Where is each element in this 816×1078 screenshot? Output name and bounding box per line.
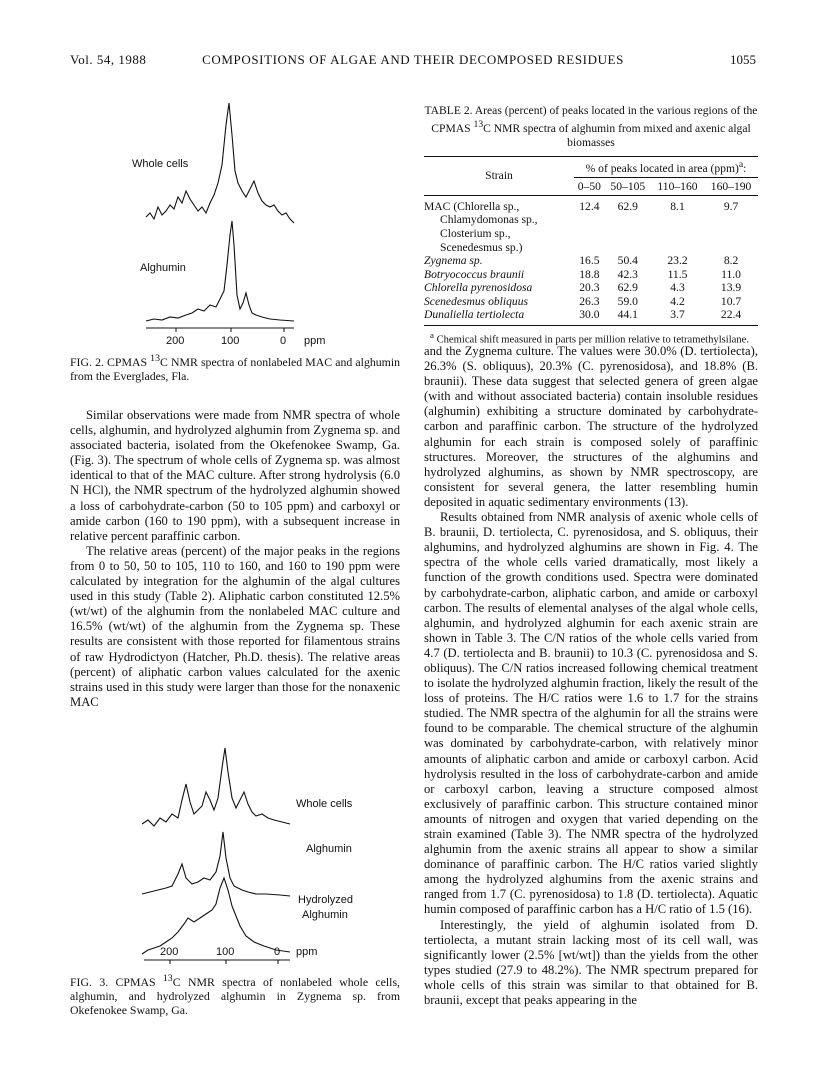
table-2-grid [424, 156, 758, 326]
left-para-1: Similar observations were made from NMR spectra of whole cells, alghumin, and hydrolyzed alghumin from Zygnema sp. and associated bacteria, isolated from the Okefenokee Swamp, Ga. (Fig. 3). The spectrum of whole cells of Zygnema sp. was almost identical to that of the MAC culture. After strong hydrolysis (6.0 N HCl), the NMR spectrum of the hydrolyzed alghumin showed a loss of carbohydrate-carbon (50 to 105 ppm) and carboxyl or amide carbon (160 to 190 ppm), with a subsequent increase in relative percent paraffinic carbon. [70, 408, 400, 543]
table-header-col-2: 50–105 [610, 179, 646, 193]
running-title: COMPOSITIONS OF ALGAE AND THEIR DECOMPOSED RESIDUES [202, 52, 624, 67]
table-header-col-4: 160–190 [710, 179, 752, 193]
fig3-label-hydrolyzed-alghumin: Alghumin [302, 909, 348, 921]
figure-2 [70, 95, 400, 347]
fig3-tick-100: 100 [216, 946, 235, 958]
running-header [70, 52, 756, 72]
table-row: Chlorella pyrenosidosa 20.3 62.9 4.3 13.9 [424, 281, 742, 295]
fig3-whole-cells-trace [142, 748, 290, 826]
fig3-tick-200: 200 [160, 946, 179, 958]
table-2 [424, 104, 758, 346]
table-2-footnote: $^a$ Chemical shift measured in parts per million relative to tetramethylsilane. [430, 330, 749, 346]
fig2-label-alghumin: Alghumin [140, 262, 186, 274]
left-column [70, 408, 400, 710]
fig3-spectra [70, 740, 400, 970]
fig3-caption: FIG. 3. CPMAS $^{13}$C NMR spectra of nonlabeled whole cells, alghumin, and hydrolyzed alghumin in Zygnema sp. from Okefenokee Swamp, Ga. [70, 973, 401, 1018]
volume-label: Vol. 54, 1988 [70, 52, 147, 67]
fig2-label-whole-cells: Whole cells [132, 158, 189, 170]
fig2-tick-0: 0 [280, 335, 287, 347]
fig2-unit: ppm [304, 335, 326, 347]
left-para-2: The relative areas (percent) of the major peaks in the regions from 0 to 50, 50 to 105, 110 to 160, and 160 to 190 ppm were calculated by integration for the alghumin of the algal cultures used in this study (Table 2). Aliphatic carbon constituted 12.5% (wt/wt) of the alghumin from the nonlabeled MAC culture and 16.5% (wt/wt) of the alghumin from the Zygnema sp. These results are consistent with those reported for filamentous strains of raw Hydrodictyon (Hatcher, Ph.D. thesis). The relative areas (percent) of aliphatic carbon values calculated for the axenic strains used in this study were larger than those for the nonaxenic MAC [70, 543, 400, 709]
table-header-group: % of peaks located in area (ppm)$^a$: [574, 156, 758, 177]
fig2-spectra [70, 95, 400, 347]
right-column [424, 344, 758, 1008]
fig3-tick-0: 0 [274, 946, 281, 958]
table-row: Scenedesmus obliquus 26.3 59.0 4.2 10.7 [424, 294, 742, 308]
table-row: Botryococcus braunii 18.8 42.3 11.5 11.0 [424, 267, 741, 281]
table-row: Zygnema sp. 16.5 50.4 23.2 8.2 [424, 254, 739, 268]
page-number: 1055 [730, 52, 756, 67]
fig3-label-alghumin: Alghumin [306, 843, 352, 855]
table-header-col-3: 110–160 [657, 179, 698, 193]
right-para-2: Results obtained from NMR analysis of axenic whole cells of B. braunii, D. tertiolecta, C. pyrenosidosa, and S. obliquus, their alghumins, and hydrolyzed alghumins are shown in Fig. 4. The spectra of the whole cells varied dramatically, most likely a function of the growth conditions used. Spectra were dominated by carbohydrate-carbon, aliphatic carbon, and amide or carboxyl carbon. The results of elemental analyses of the algal whole cells, alghumin, and hydrolyzed alghumin for each axenic strain are shown in Table 3. The C/N ratios of the whole cells varied from 4.7 (D. tertiolecta and B. braunii) to 10.3 (C. pyrenosidosa and S. obliquus). The C/N ratios increased following chemical treatment to isolate the hydrolyzed alghumin fraction, likely the result of the loss of proteins. The H/C ratios were 1.6 to 1.7 for the strains studied. The NMR spectra of the alghumin for all the strains were found to be comparable. The chemical structure of the alghumin was dominated by carbohydrate-carbon, with relatively minor amounts of aliphatic carbon and amide or carboxyl carbon. Acid hydrolysis resulted in the loss of carbohydrate-carbon and amide or carboxyl carbon, leaving a structure composed almost exclusively of paraffinic carbon. This structure contained minor amounts of nitrogen and oxygen that varied depending on the strain examined (Table 3). The NMR spectra of the hydrolyzed alghumin from the axenic strains all appear to show a similar dominance of paraffinic carbon. The H/C ratios varied slightly among the hydrolyzed alghumins from the axenic strains and ranged from 1.7 (C. pyrenosidosa) to 1.8 (D. tertiolecta). Aquatic humin composed of paraffinic carbon has a H/C ratio of 1.5 (16). [424, 510, 758, 917]
fig3-label-whole-cells: Whole cells [296, 798, 353, 810]
fig3-unit: ppm [296, 946, 318, 958]
figure-3 [70, 740, 400, 970]
fig3-label-hydrolyzed: Hydrolyzed [298, 894, 354, 906]
fig2-caption: FIG. 2. CPMAS $^{13}$C NMR spectra of nonlabeled MAC and alghumin from the Everglades, Fla. [70, 353, 400, 384]
right-para-3: Interestingly, the yield of alghumin isolated from D. tertiolecta, a mutant strain lacking most of its cell wall, was significantly lower (2.5% [wt/wt]) than the yields from the other types studied (27.9 to 48.2%). The NMR spectrum prepared for whole cells of this strain was similar to that obtained for B. braunii, except that peaks appearing in the [424, 917, 758, 1008]
table-header-col-1: 0–50 [577, 179, 601, 193]
table-row: MAC (Chlorella sp., Chlamydomonas sp., Closterium sp., Scenedesmus sp.) 12.4 62.9 8.1 9.7 [424, 199, 739, 254]
fig2-tick-100: 100 [221, 335, 240, 347]
fig3-hydrolyzed-trace [142, 878, 290, 954]
fig2-tick-200: 200 [166, 335, 185, 347]
table-header-strain: Strain [485, 169, 513, 183]
fig3-alghumin-trace [142, 832, 290, 896]
table-2-title: TABLE 2. Areas (percent) of peaks located in the various regions of the CPMAS $^{13}$C NMR spectra of alghumin from mixed and axenic algal biomasses [424, 104, 758, 149]
right-para-1: and the Zygnema culture. The values were 30.0% (D. tertiolecta), 26.3% (S. obliquus), 20.3% (C. pyrenosidosa), and 18.8% (B. braunii). These data suggest that selected genera of green algae (with and without associated bacteria) contain insoluble residues (alghumin) exhibiting a structure dominated by carbohydrate-carbon and paraffinic carbon. The structure of the hydrolyzed alghumin for each strain is composed solely of paraffinic structures. Moreover, the structures of the alghumins and hydrolyzed alghumins, as shown by NMR spectroscopy, are consistent for several genera, the latter resembling humin deposited in aquatic sedimentary environments (13). [424, 344, 758, 509]
table-row: Dunaliella tertiolecta 30.0 44.1 3.7 22.4 [424, 308, 758, 325]
